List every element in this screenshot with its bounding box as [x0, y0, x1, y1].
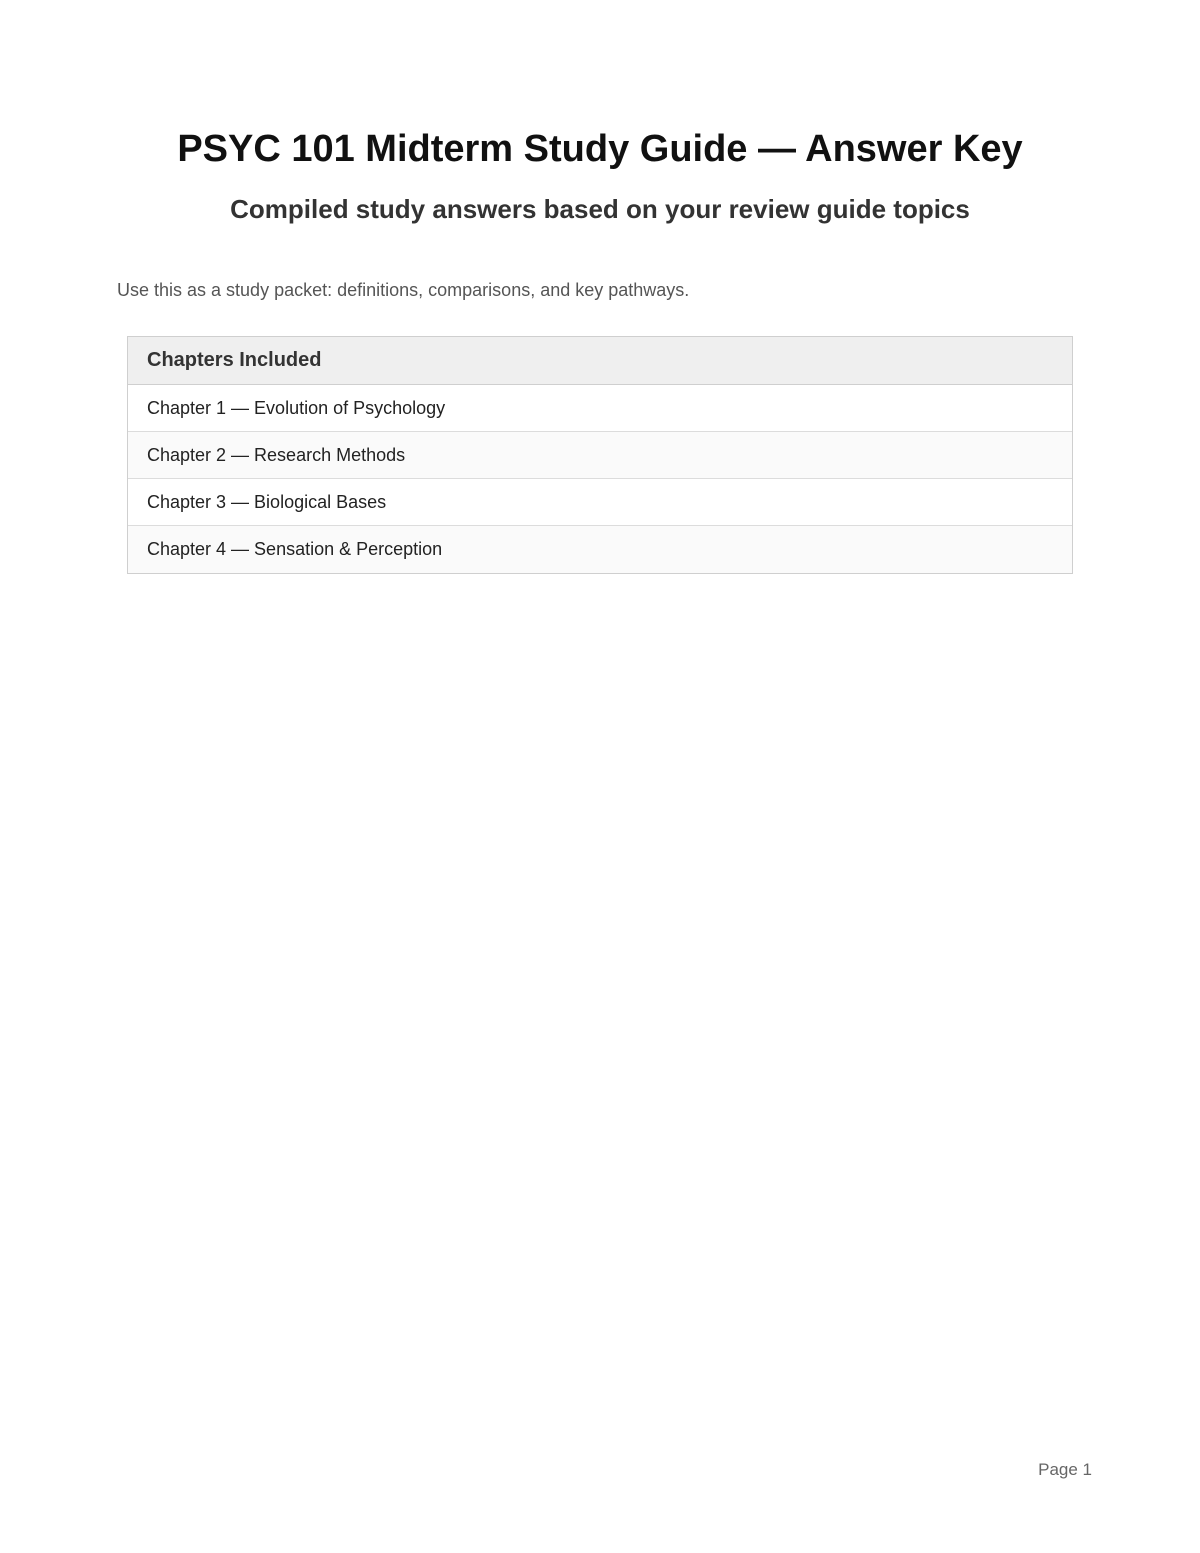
chapter-row: Chapter 2 — Research Methods — [128, 432, 1072, 479]
chapters-table — [127, 336, 1073, 574]
document-title: PSYC 101 Midterm Study Guide — Answer Key — [177, 128, 1023, 170]
page-number: Page 1 — [1038, 1460, 1092, 1479]
chapters-table-header: Chapters Included — [128, 337, 1072, 385]
chapter-row: Chapter 4 — Sensation & Perception — [128, 526, 1072, 573]
chapter-row: Chapter 3 — Biological Bases — [128, 479, 1072, 526]
intro-text: Use this as a study packet: definitions, comparisons, and key pathways. — [117, 280, 690, 300]
document-subtitle: Compiled study answers based on your review guide topics — [230, 194, 970, 224]
chapters-table-body — [128, 385, 1072, 573]
chapter-row: Chapter 1 — Evolution of Psychology — [128, 385, 1072, 432]
